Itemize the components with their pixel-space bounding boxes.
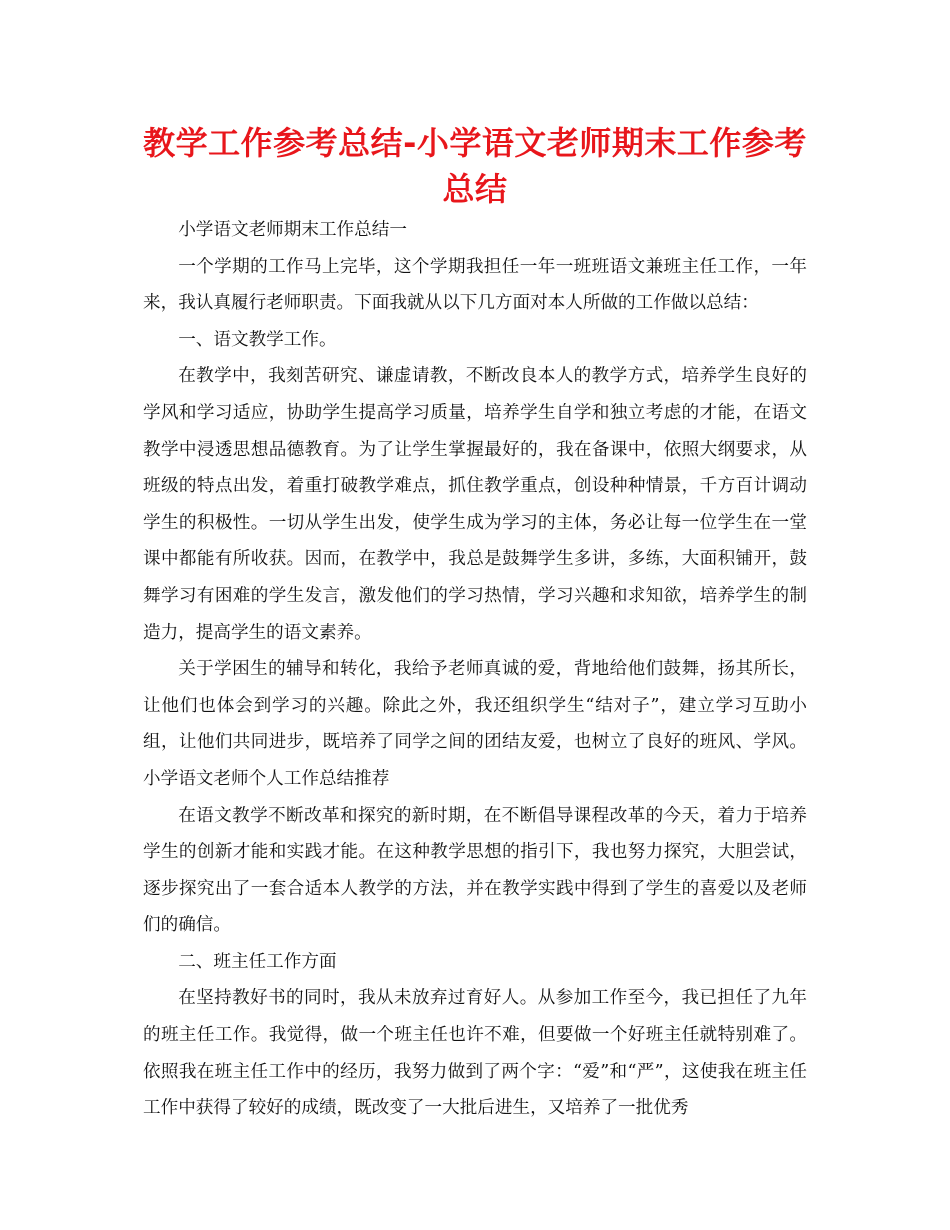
document-title: 教学工作参考总结-小学语文老师期末工作参考总结 bbox=[143, 124, 807, 208]
section-heading-teaching: 一、语文教学工作。 bbox=[178, 329, 337, 350]
paragraph-teaching: 在教学中，我刻苦研究、谦虚请教，不断改良本人的教学方式，培养学生良好的学风和学习适应，协助学生提高学习质量，培养学生自学和独立考虑的才能，在语文教学中浸透思想品德教育。为了让学生掌握最好的，我在备课中，依照大纲要求，从班级的特点出发，着重打破教学难点，抓住教学重点，创设种种情景，千方百计调动学生的积极性。一切从学生出发，使学生成为学习的主体，务必让每一位学生在一堂课中都能有所收获。因而，在教学中，我总是鼓舞学生多讲，多练，大面积铺开，鼓舞学习有困难的学生发言，激发他们的学习热情，学习兴趣和求知欲，培养学生的制造力，提高学生的语文素养。 bbox=[143, 366, 807, 643]
section-heading-head-teacher: 二、班主任工作方面 bbox=[178, 951, 337, 972]
document-body bbox=[143, 212, 807, 1127]
paragraph-reform: 在语文教学不断改革和探究的新时期，在不断倡导课程改革的今天，着力于培养学生的创新才能和实践才能。在这种教学思想的指引下，我也努力探究，大胆尝试，逐步探究出了一套合适本人教学的方法，并在教学实践中得到了学生的喜爱以及老师们的确信。 bbox=[143, 805, 807, 936]
paragraph-intro: 一个学期的工作马上完毕，这个学期我担任一年一班班语文兼班主任工作，一年来，我认真履行老师职责。下面我就从以下几方面对本人所做的工作做以总结： bbox=[143, 256, 807, 314]
paragraph-head-teacher: 在坚持教好书的同时，我从未放弃过育好人。从参加工作至今，我已担任了九年的班主任工作。我觉得，做一个班主任也许不难，但要做一个好班主任就特别难了。依照我在班主任工作中的经历，我努力做到了两个字：“爱”和“严”，这使我在班主任工作中获得了较好的成绩，既改变了一大批后进生，又培养了一批优秀 bbox=[143, 988, 807, 1119]
paragraph-struggling-students: 关于学困生的辅导和转化，我给予老师真诚的爱，背地给他们鼓舞，扬其所长，让他们也体会到学习的兴趣。除此之外，我还组织学生“结对子”，建立学习互助小组，让他们共同进步，既培养了同学之间的团结友爱，也树立了良好的班风、学风。小学语文老师个人工作总结推荐 bbox=[143, 659, 807, 789]
paragraph-subheading: 小学语文老师期末工作总结一 bbox=[178, 220, 407, 240]
